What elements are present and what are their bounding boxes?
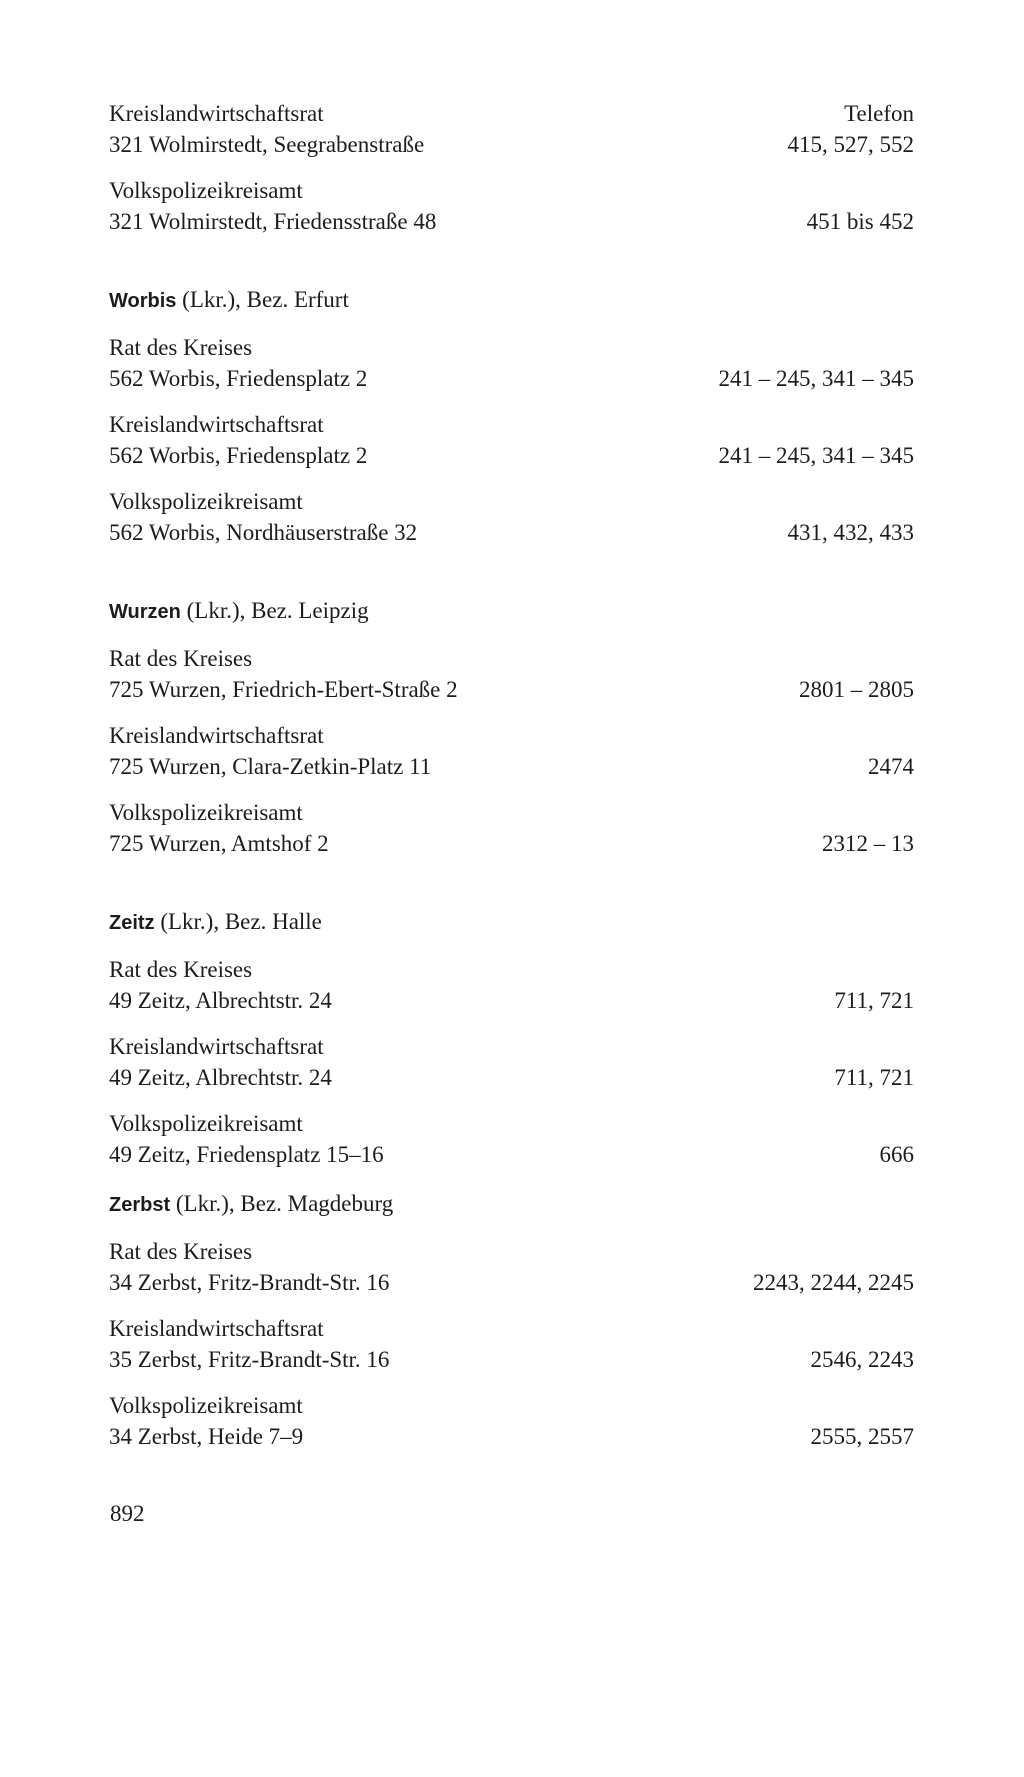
section-heading-zerbst [109, 1188, 914, 1221]
section-subtitle: (Lkr.), Bez. Halle [154, 909, 322, 934]
section-heading-zeitz [109, 906, 914, 939]
entry-name: Volkspolizeikreisamt [109, 1111, 303, 1136]
entry-phone: 2312 – 13 [822, 831, 914, 856]
entry-name: Volkspolizeikreisamt [109, 1393, 303, 1418]
entry-address: 725 Wurzen, Clara-Zetkin-Platz 11 [109, 754, 432, 779]
entry-name: Rat des Kreises [109, 646, 253, 671]
entry-wurzen-volkspolizeikreisamt [109, 797, 914, 859]
entry-worbis-kreislandwirtschaftsrat [109, 409, 914, 471]
entry-wolmirstedt-kreislandwirtschaftsrat [109, 98, 914, 160]
entry-worbis-volkspolizeikreisamt [109, 486, 914, 548]
entry-address: 725 Wurzen, Friedrich-Ebert-Straße 2 [109, 677, 458, 702]
entry-phone: 711, 721 [834, 1065, 914, 1090]
entry-address: 562 Worbis, Nordhäuserstraße 32 [109, 520, 418, 545]
section-heading-wurzen [109, 595, 914, 628]
entry-address: 49 Zeitz, Albrechtstr. 24 [109, 1065, 332, 1090]
entry-phone: 2474 [868, 754, 914, 779]
entry-address: 321 Wolmirstedt, Friedensstraße 48 [109, 209, 437, 234]
entry-name: Kreislandwirtschaftsrat [109, 723, 324, 748]
section-title: Zerbst [109, 1194, 171, 1216]
entry-name: Kreislandwirtschaftsrat [109, 101, 324, 126]
entry-zeitz-kreislandwirtschaftsrat [109, 1031, 914, 1093]
section-title: Worbis [109, 290, 177, 312]
entry-phone: 666 [879, 1142, 914, 1167]
section-title: Wurzen [109, 601, 181, 623]
entry-address: 34 Zerbst, Fritz-Brandt-Str. 16 [109, 1270, 390, 1295]
entry-name: Rat des Kreises [109, 1239, 253, 1264]
entry-zerbst-rat-des-kreises [109, 1236, 914, 1298]
entry-zerbst-volkspolizeikreisamt [109, 1390, 914, 1452]
entry-name: Kreislandwirtschaftsrat [109, 1316, 324, 1341]
section-subtitle: (Lkr.), Bez. Erfurt [176, 287, 349, 312]
entry-phone: 2801 – 2805 [799, 677, 914, 702]
entry-address: 562 Worbis, Friedensplatz 2 [109, 443, 368, 468]
entry-phone: 2546, 2243 [810, 1347, 914, 1372]
entry-name: Kreislandwirtschaftsrat [109, 412, 324, 437]
section-subtitle: (Lkr.), Bez. Magdeburg [170, 1191, 394, 1216]
entry-address: 321 Wolmirstedt, Seegrabenstraße [109, 132, 425, 157]
page-number: 892 [110, 1501, 145, 1526]
entry-name: Volkspolizeikreisamt [109, 489, 303, 514]
entry-worbis-rat-des-kreises [109, 332, 914, 394]
entry-phone: 451 bis 452 [806, 209, 914, 234]
entry-phone: 711, 721 [834, 988, 914, 1013]
entry-name: Kreislandwirtschaftsrat [109, 1034, 324, 1059]
entry-address: 725 Wurzen, Amtshof 2 [109, 831, 329, 856]
entry-phone: 241 – 245, 341 – 345 [718, 443, 914, 468]
entry-address: 34 Zerbst, Heide 7–9 [109, 1424, 304, 1449]
column-header-telefon: Telefon [844, 101, 914, 126]
entry-zeitz-volkspolizeikreisamt [109, 1108, 914, 1170]
section-subtitle: (Lkr.), Bez. Leipzig [180, 598, 369, 623]
entry-wurzen-kreislandwirtschaftsrat [109, 720, 914, 782]
entry-zeitz-rat-des-kreises [109, 954, 914, 1016]
entry-phone: 2555, 2557 [810, 1424, 914, 1449]
entry-wolmirstedt-volkspolizeikreisamt [109, 175, 914, 237]
entry-phone: 415, 527, 552 [787, 132, 914, 157]
section-title: Zeitz [109, 912, 155, 934]
entry-name: Volkspolizeikreisamt [109, 178, 303, 203]
section-heading-worbis [109, 284, 914, 317]
entry-address: 49 Zeitz, Albrechtstr. 24 [109, 988, 332, 1013]
entry-address: 562 Worbis, Friedensplatz 2 [109, 366, 368, 391]
directory-content [109, 98, 914, 1452]
entry-name: Rat des Kreises [109, 335, 253, 360]
entry-phone: 2243, 2244, 2245 [753, 1270, 914, 1295]
entry-address: 35 Zerbst, Fritz-Brandt-Str. 16 [109, 1347, 390, 1372]
entry-address: 49 Zeitz, Friedensplatz 15–16 [109, 1142, 384, 1167]
entry-zerbst-kreislandwirtschaftsrat [109, 1313, 914, 1375]
entry-wurzen-rat-des-kreises [109, 643, 914, 705]
entry-name: Volkspolizeikreisamt [109, 800, 303, 825]
entry-phone: 241 – 245, 341 – 345 [718, 366, 914, 391]
entry-phone: 431, 432, 433 [787, 520, 914, 545]
entry-name: Rat des Kreises [109, 957, 253, 982]
